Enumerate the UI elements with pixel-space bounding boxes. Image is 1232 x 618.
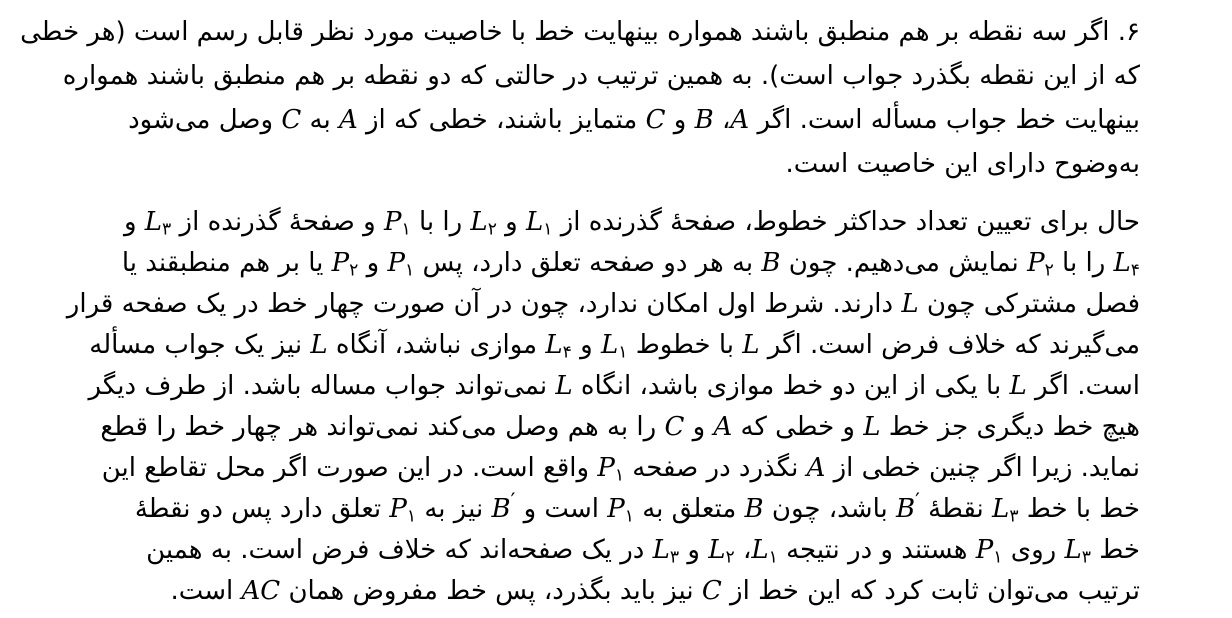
- math-token: L: [555, 371, 573, 401]
- math-token: $L_۱$: [600, 330, 628, 363]
- math-token: $L_۱$: [526, 207, 553, 240]
- math-token: $P_۲$: [1027, 248, 1054, 281]
- math-token: L: [310, 330, 328, 360]
- text-line: است. اگر L با یکی از این دو خط موازی باشد، انگاه L نمی‌تواند جواب مساله باشد. از طرف دیگر: [88, 371, 1140, 401]
- text-line: بینهایت خط جواب مسأله است. اگر A، B و C متمایز باشند، خطی که از A به C وصل می‌شود: [128, 105, 1140, 135]
- math-token: A: [806, 453, 826, 483]
- math-token: L: [742, 330, 760, 360]
- math-token: $L_۳$: [144, 207, 172, 240]
- math-token: C: [664, 412, 685, 442]
- math-token: C: [281, 105, 302, 135]
- solution-text-block: [20, 0, 1140, 612]
- text-line: فصل مشترکی چون L دارند. شرط اول امکان ندارد، چون در آن صورت چهار خط در یک صفحه قرار: [66, 289, 1140, 319]
- math-token: C: [645, 105, 666, 135]
- math-token: B′: [491, 488, 516, 524]
- item-6-paragraph: [20, 10, 1140, 186]
- text-line: ۶. اگر سه نقطه بر هم منطبق باشند همواره بینهایت خط با خاصیت مورد نظر قابل رسم است (هر خطی: [20, 17, 1140, 47]
- math-token: A: [713, 412, 733, 442]
- math-token: $L_۲$: [470, 207, 497, 240]
- math-token: $P_۱$: [975, 535, 1003, 568]
- math-token: $P_۱$: [607, 494, 634, 527]
- prime-mark: ′: [510, 488, 516, 513]
- text-line: خط با خط $L_۳$ نقطهٔ B′ باشد، چون B متعلق به $P_۱$ است و B′ نیز به $P_۱$ تعلق دارد پس دو نقطهٔ: [134, 488, 1140, 527]
- math-token: A: [730, 105, 750, 135]
- math-token: L: [901, 289, 919, 319]
- text-line: که از این نقطه بگذرد جواب است). به همین ترتیب در حالتی که دو نقطه بر هم منطبق باشند همواره: [62, 61, 1140, 91]
- text-line: حال برای تعیین تعداد حداکثر خطوط، صفحهٔ گذرنده از $L_۱$ و $L_۲$ را با $P_۱$ و صفحهٔ گذرنده از $L_۳$ و: [123, 207, 1140, 240]
- math-token: $L_۴$: [1113, 248, 1140, 281]
- math-token: $P_۱$: [383, 207, 411, 240]
- prime-mark: ′: [915, 488, 920, 513]
- math-token: B: [761, 248, 781, 278]
- math-token: AC: [241, 576, 281, 606]
- math-token: $P_۱$: [597, 453, 625, 486]
- text-line: هیچ خط دیگری جز خط L و خطی که A و C را به هم وصل می‌کند نمی‌تواند هر چهار خط را قطع: [100, 412, 1140, 442]
- math-token: B: [744, 494, 764, 524]
- math-token: B′: [896, 488, 920, 524]
- math-token: $P_۱$: [389, 494, 417, 527]
- text-line: نماید. زیرا اگر چنین خطی از A نگذرد در صفحه $P_۱$ واقع است. در این صورت اگر محل تقاطع این: [101, 453, 1140, 486]
- proof-paragraph: [40, 202, 1140, 612]
- math-token: C: [701, 576, 722, 606]
- math-token: B: [694, 105, 714, 135]
- math-token: $L_۱$: [751, 535, 778, 568]
- math-token: L: [1009, 371, 1027, 401]
- text-line: ترتیب می‌توان ثابت کرد که این خط از C نیز باید بگذرد، پس خط مفروض همان AC است.: [170, 576, 1140, 606]
- math-token: $L_۳$: [992, 494, 1019, 527]
- math-token: A: [338, 105, 358, 135]
- text-line: خط $L_۳$ روی $P_۱$ هستند و در نتیجه $L_۱،$ $L_۲$ و $L_۳$ در یک صفحه‌اند که خلاف فرض است. به همین: [146, 535, 1140, 568]
- text-line: $L_۴$ را با $P_۲$ نمایش می‌دهیم. چون B به هر دو صفحه تعلق دارد، پس $P_۱$ و $P_۲$ یا بر هم منطبقند یا: [121, 248, 1140, 281]
- math-token: $L_۳$: [1064, 535, 1091, 568]
- math-token: $P_۲$: [331, 248, 359, 281]
- math-token: $L_۲$: [708, 535, 735, 568]
- math-token: L: [863, 412, 881, 442]
- math-token: $L_۳$: [652, 535, 680, 568]
- text-line: به‌وضوح دارای این خاصیت است.: [785, 149, 1140, 179]
- math-token: $L_۴$: [545, 330, 572, 363]
- text-line: می‌گیرند که خلاف فرض است. اگر L با خطوط $L_۱$ و $L_۴$ موازی نباشد، آنگاه L نیز یک جواب مسأله: [89, 330, 1140, 363]
- math-token: $P_۱$: [387, 248, 415, 281]
